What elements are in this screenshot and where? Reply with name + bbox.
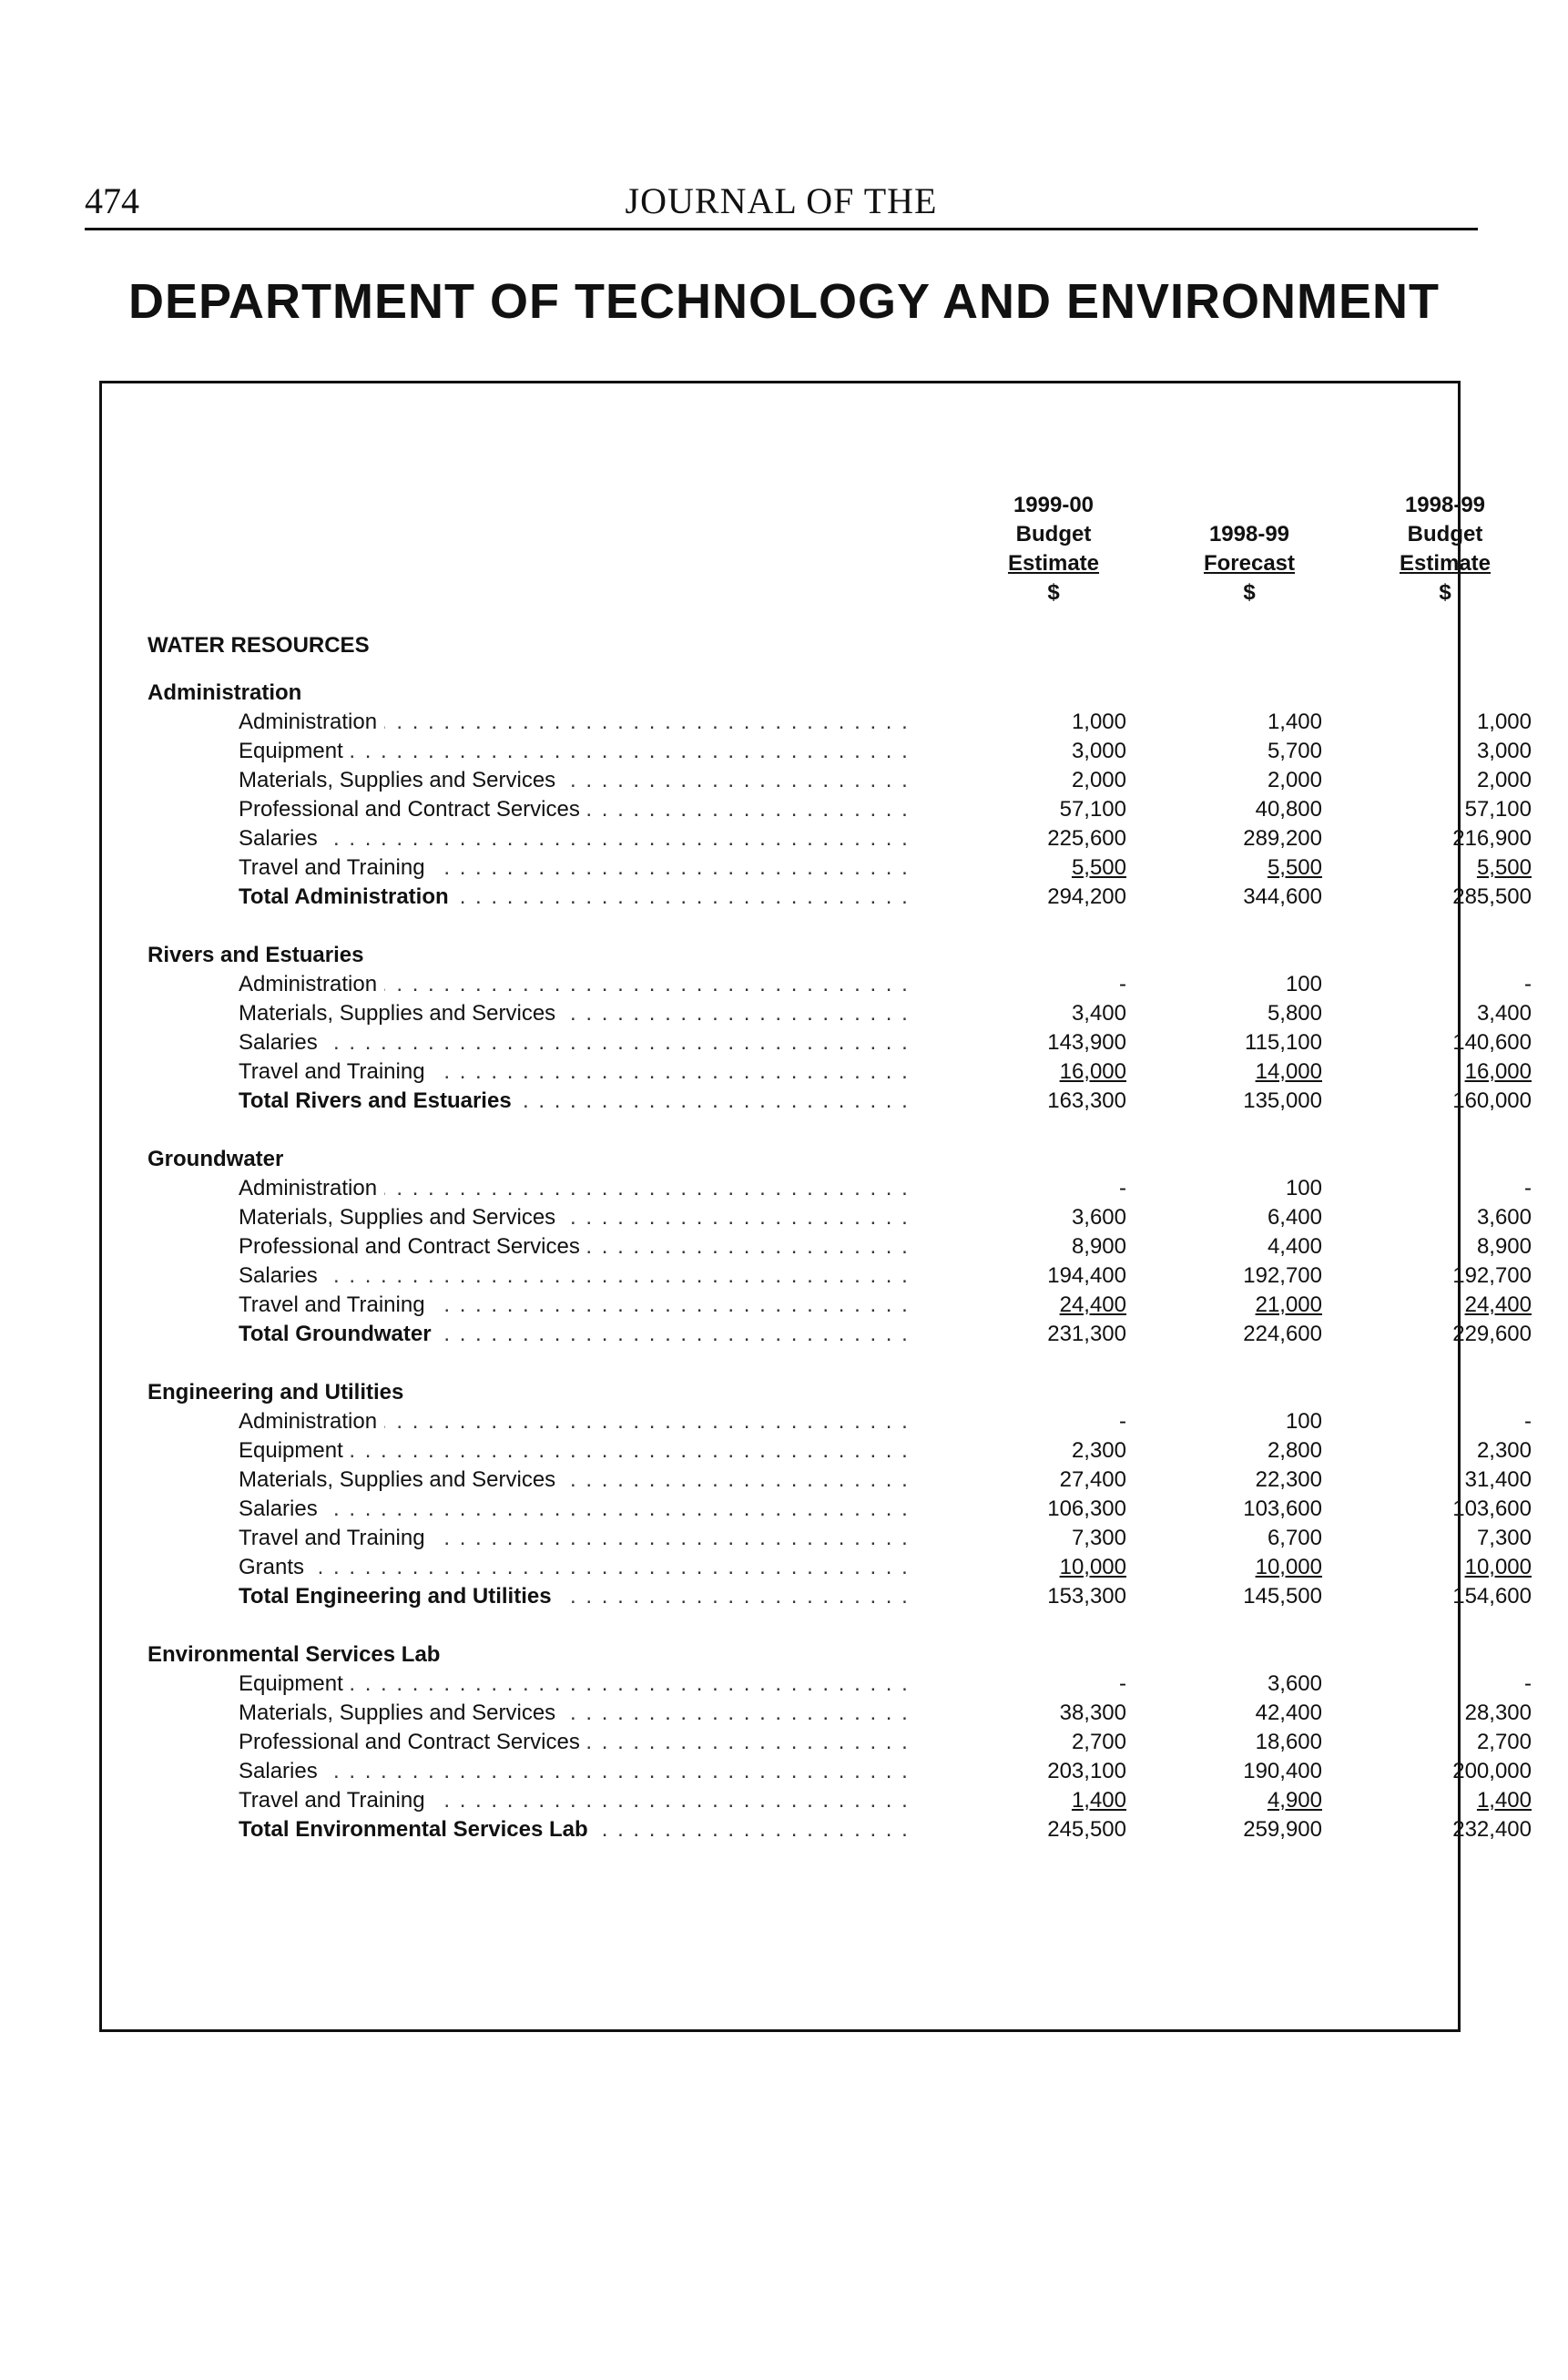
row-label-text: Total Administration xyxy=(239,884,456,909)
amount-cell: - xyxy=(1524,1176,1532,1200)
row-label xyxy=(239,1466,917,1495)
amount-cell: 16,000 xyxy=(1464,1059,1532,1084)
amount-cell: 135,000 xyxy=(1243,1088,1322,1113)
amount-cell: 1,000 xyxy=(1476,710,1532,734)
amount-cell: - xyxy=(1524,1671,1532,1696)
column-header-line: 1998-99 xyxy=(1208,522,1290,546)
row-label-text: Administration xyxy=(239,1176,384,1200)
column-header-line: Estimate xyxy=(1007,551,1100,576)
row-label-text: Total Engineering and Utilities xyxy=(239,1584,559,1609)
row-label xyxy=(239,1524,917,1553)
amount-cell: 16,000 xyxy=(1059,1059,1126,1084)
line-item-row xyxy=(102,853,1532,883)
amount-cell: 3,400 xyxy=(1071,1001,1126,1026)
amount-cell: 2,300 xyxy=(1071,1438,1126,1463)
amount-cell: 24,400 xyxy=(1464,1292,1532,1317)
department-title: DEPARTMENT OF TECHNOLOGY AND ENVIRONMENT xyxy=(127,274,1441,329)
row-label xyxy=(239,1815,917,1844)
amount-cell: 3,600 xyxy=(1071,1205,1126,1230)
line-item-row xyxy=(102,1057,1532,1087)
row-label xyxy=(239,1699,917,1728)
amount-cell: 153,300 xyxy=(1047,1584,1126,1609)
row-label-text: Travel and Training xyxy=(239,855,433,880)
row-label xyxy=(239,1553,917,1582)
row-label-text: Equipment xyxy=(239,1671,351,1696)
amount-cell: 103,600 xyxy=(1243,1496,1322,1521)
amount-cell: 3,400 xyxy=(1476,1001,1532,1026)
amount-cell: 200,000 xyxy=(1452,1759,1532,1783)
group-title: Groundwater xyxy=(148,1147,284,1171)
amount-cell: 18,600 xyxy=(1255,1730,1322,1754)
section-title: WATER RESOURCES xyxy=(148,633,370,658)
page-number: 474 xyxy=(85,180,139,221)
line-item-row xyxy=(102,970,1532,999)
amount-cell: 22,300 xyxy=(1255,1467,1322,1492)
row-label-text: Travel and Training xyxy=(239,1059,433,1084)
amount-cell: 42,400 xyxy=(1255,1701,1322,1725)
column-header-1998-99-forecast xyxy=(1149,491,1349,608)
amount-cell: 203,100 xyxy=(1047,1759,1126,1783)
amount-cell: 2,800 xyxy=(1267,1438,1322,1463)
group-title: Rivers and Estuaries xyxy=(148,943,364,967)
row-label-text: Total Rivers and Estuaries xyxy=(239,1088,519,1113)
row-label xyxy=(239,1320,917,1349)
amount-cell: 31,400 xyxy=(1464,1467,1532,1492)
amount-cell: 2,700 xyxy=(1071,1730,1126,1754)
running-head xyxy=(85,173,1478,230)
line-item-row xyxy=(102,1670,1532,1699)
amount-cell: 225,600 xyxy=(1047,826,1126,851)
amount-cell: 100 xyxy=(1285,1409,1322,1434)
amount-cell: 5,500 xyxy=(1476,855,1532,880)
row-label-text: Administration xyxy=(239,710,384,734)
row-label xyxy=(239,970,917,999)
row-label-text: Travel and Training xyxy=(239,1292,433,1317)
amount-cell: 10,000 xyxy=(1255,1555,1322,1579)
column-header-line xyxy=(1149,491,1349,520)
row-label xyxy=(239,853,917,883)
budget-group xyxy=(102,1640,1532,1844)
amount-cell: 57,100 xyxy=(1464,797,1532,822)
line-item-row xyxy=(102,999,1532,1028)
row-label-text: Materials, Supplies and Services xyxy=(239,1205,563,1230)
amount-cell: 294,200 xyxy=(1047,884,1126,909)
row-label xyxy=(239,1232,917,1262)
row-label xyxy=(239,708,917,737)
row-label-text: Professional and Contract Services xyxy=(239,797,587,822)
row-label xyxy=(239,766,917,795)
amount-cell: 100 xyxy=(1285,972,1322,996)
amount-cell: 3,600 xyxy=(1267,1671,1322,1696)
amount-cell: 5,700 xyxy=(1267,739,1322,763)
amount-cell: 1,400 xyxy=(1267,710,1322,734)
line-item-row xyxy=(102,1174,1532,1203)
row-label-text: Materials, Supplies and Services xyxy=(239,768,563,792)
column-header-line: 1999-00 xyxy=(1013,493,1095,517)
line-item-row xyxy=(102,1786,1532,1815)
amount-cell: 2,000 xyxy=(1267,768,1322,792)
journal-title: JOURNAL OF THE xyxy=(625,180,938,221)
amount-cell: 2,300 xyxy=(1476,1438,1532,1463)
row-label xyxy=(239,1291,917,1320)
row-label xyxy=(239,883,917,912)
row-label xyxy=(239,1203,917,1232)
amount-cell: 259,900 xyxy=(1243,1817,1322,1842)
amount-cell: 2,700 xyxy=(1476,1730,1532,1754)
amount-cell: 1,400 xyxy=(1071,1788,1126,1813)
line-item-row xyxy=(102,1495,1532,1524)
column-header-1999-00-budget-estimate xyxy=(953,491,1154,608)
row-label-text: Salaries xyxy=(239,1759,325,1783)
amount-cell: 2,000 xyxy=(1071,768,1126,792)
budget-table xyxy=(99,381,1532,2032)
amount-cell: 190,400 xyxy=(1243,1759,1322,1783)
amount-cell: 4,900 xyxy=(1267,1788,1322,1813)
row-label-text: Salaries xyxy=(239,1030,325,1055)
amount-cell: 8,900 xyxy=(1476,1234,1532,1259)
amount-cell: 140,600 xyxy=(1452,1030,1532,1055)
total-row xyxy=(102,1087,1532,1116)
amount-cell: 6,700 xyxy=(1267,1526,1322,1550)
currency-symbol: $ xyxy=(1047,580,1060,605)
amount-cell: - xyxy=(1119,972,1126,996)
amount-cell: 10,000 xyxy=(1059,1555,1126,1579)
amount-cell: 5,500 xyxy=(1071,855,1126,880)
line-item-row xyxy=(102,708,1532,737)
amount-cell: 192,700 xyxy=(1243,1263,1322,1288)
amount-cell: 40,800 xyxy=(1255,797,1322,822)
amount-cell: 57,100 xyxy=(1059,797,1126,822)
row-label xyxy=(239,1057,917,1087)
budget-group xyxy=(102,1145,1532,1349)
group-title: Environmental Services Lab xyxy=(148,1642,441,1667)
row-label-text: Equipment xyxy=(239,739,351,763)
line-item-row xyxy=(102,737,1532,766)
total-row xyxy=(102,1582,1532,1611)
amount-cell: 1,400 xyxy=(1476,1788,1532,1813)
amount-cell: 103,600 xyxy=(1452,1496,1532,1521)
amount-cell: 194,400 xyxy=(1047,1263,1126,1288)
amount-cell: 24,400 xyxy=(1059,1292,1126,1317)
amount-cell: 14,000 xyxy=(1255,1059,1322,1084)
amount-cell: 163,300 xyxy=(1047,1088,1126,1113)
line-item-row xyxy=(102,1728,1532,1757)
budget-groups xyxy=(102,679,1532,1874)
amount-cell: 10,000 xyxy=(1464,1555,1532,1579)
row-label xyxy=(239,1028,917,1057)
row-label xyxy=(239,1495,917,1524)
budget-group xyxy=(102,679,1532,912)
amount-cell: 21,000 xyxy=(1255,1292,1322,1317)
column-header-line: 1998-99 xyxy=(1404,493,1486,517)
group-title: Administration xyxy=(148,680,302,705)
amount-cell: 1,000 xyxy=(1071,710,1126,734)
row-label xyxy=(239,1174,917,1203)
amount-cell: 216,900 xyxy=(1452,826,1532,851)
budget-group xyxy=(102,1378,1532,1611)
row-label-text: Salaries xyxy=(239,1496,325,1521)
column-header-line: Forecast xyxy=(1203,551,1296,576)
row-label-text: Salaries xyxy=(239,826,325,851)
amount-cell: 106,300 xyxy=(1047,1496,1126,1521)
row-label-text: Professional and Contract Services xyxy=(239,1234,587,1259)
total-row xyxy=(102,1815,1532,1844)
row-label xyxy=(239,1407,917,1436)
line-item-row xyxy=(102,1699,1532,1728)
amount-cell: 143,900 xyxy=(1047,1030,1126,1055)
row-label xyxy=(239,1670,917,1699)
amount-cell: 115,100 xyxy=(1245,1030,1322,1055)
row-label xyxy=(239,999,917,1028)
amount-cell: 5,800 xyxy=(1267,1001,1322,1026)
amount-cell: 7,300 xyxy=(1071,1526,1126,1550)
amount-cell: 3,600 xyxy=(1476,1205,1532,1230)
row-label-text: Materials, Supplies and Services xyxy=(239,1001,563,1026)
currency-symbol: $ xyxy=(1439,580,1451,605)
amount-cell: 245,500 xyxy=(1047,1817,1126,1842)
amount-cell: 224,600 xyxy=(1243,1322,1322,1346)
row-label-text: Materials, Supplies and Services xyxy=(239,1701,563,1725)
amount-cell: 289,200 xyxy=(1243,826,1322,851)
line-item-row xyxy=(102,1291,1532,1320)
line-item-row xyxy=(102,824,1532,853)
amount-cell: - xyxy=(1524,1409,1532,1434)
amount-cell: 27,400 xyxy=(1059,1467,1126,1492)
line-item-row xyxy=(102,766,1532,795)
amount-cell: 231,300 xyxy=(1047,1322,1126,1346)
amount-cell: 7,300 xyxy=(1476,1526,1532,1550)
amount-cell: 100 xyxy=(1285,1176,1322,1200)
line-item-row xyxy=(102,1028,1532,1057)
column-header-line: Budget xyxy=(1015,522,1092,546)
row-label-text: Salaries xyxy=(239,1263,325,1288)
row-label-text: Administration xyxy=(239,972,384,996)
row-label xyxy=(239,1087,917,1116)
row-label xyxy=(239,1786,917,1815)
row-label xyxy=(239,737,917,766)
column-header-line: Budget xyxy=(1407,522,1483,546)
amount-cell: 344,600 xyxy=(1243,884,1322,909)
amount-cell: 3,000 xyxy=(1071,739,1126,763)
budget-group xyxy=(102,941,1532,1116)
row-label xyxy=(239,1757,917,1786)
column-header-1998-99-budget-estimate xyxy=(1345,491,1545,608)
amount-cell: 232,400 xyxy=(1452,1817,1532,1842)
line-item-row xyxy=(102,1524,1532,1553)
row-label-text: Travel and Training xyxy=(239,1788,433,1813)
total-row xyxy=(102,883,1532,912)
amount-cell: 8,900 xyxy=(1071,1234,1126,1259)
row-label xyxy=(239,1262,917,1291)
line-item-row xyxy=(102,1232,1532,1262)
line-item-row xyxy=(102,795,1532,824)
line-item-row xyxy=(102,1203,1532,1232)
row-label-text: Administration xyxy=(239,1409,384,1434)
amount-cell: - xyxy=(1119,1409,1126,1434)
amount-cell: 4,400 xyxy=(1267,1234,1322,1259)
group-title: Engineering and Utilities xyxy=(148,1380,404,1405)
amount-cell: 145,500 xyxy=(1243,1584,1322,1609)
line-item-row xyxy=(102,1466,1532,1495)
row-label-text: Professional and Contract Services xyxy=(239,1730,587,1754)
amount-cell: - xyxy=(1524,972,1532,996)
amount-cell: 2,000 xyxy=(1476,768,1532,792)
row-label-text: Travel and Training xyxy=(239,1526,433,1550)
row-label xyxy=(239,1728,917,1757)
row-label-text: Equipment xyxy=(239,1438,351,1463)
line-item-row xyxy=(102,1262,1532,1291)
line-item-row xyxy=(102,1757,1532,1786)
amount-cell: 285,500 xyxy=(1452,884,1532,909)
amount-cell: 160,000 xyxy=(1452,1088,1532,1113)
amount-cell: 28,300 xyxy=(1464,1701,1532,1725)
row-label xyxy=(239,1436,917,1466)
line-item-row xyxy=(102,1553,1532,1582)
row-label-text: Total Groundwater xyxy=(239,1322,439,1346)
column-header-line: Estimate xyxy=(1399,551,1492,576)
row-label-text: Materials, Supplies and Services xyxy=(239,1467,563,1492)
row-label xyxy=(239,824,917,853)
line-item-row xyxy=(102,1436,1532,1466)
amount-cell: 5,500 xyxy=(1267,855,1322,880)
row-label xyxy=(239,795,917,824)
amount-cell: 38,300 xyxy=(1059,1701,1126,1725)
amount-cell: 229,600 xyxy=(1452,1322,1532,1346)
amount-cell: 3,000 xyxy=(1476,739,1532,763)
total-row xyxy=(102,1320,1532,1349)
amount-cell: 192,700 xyxy=(1452,1263,1532,1288)
row-label xyxy=(239,1582,917,1611)
amount-cell: - xyxy=(1119,1176,1126,1200)
amount-cell: 154,600 xyxy=(1452,1584,1532,1609)
line-item-row xyxy=(102,1407,1532,1436)
amount-cell: 6,400 xyxy=(1267,1205,1322,1230)
row-label-text: Grants xyxy=(239,1555,311,1579)
amount-cell: - xyxy=(1119,1671,1126,1696)
row-label-text: Total Environmental Services Lab xyxy=(239,1817,596,1842)
currency-symbol: $ xyxy=(1243,580,1256,605)
